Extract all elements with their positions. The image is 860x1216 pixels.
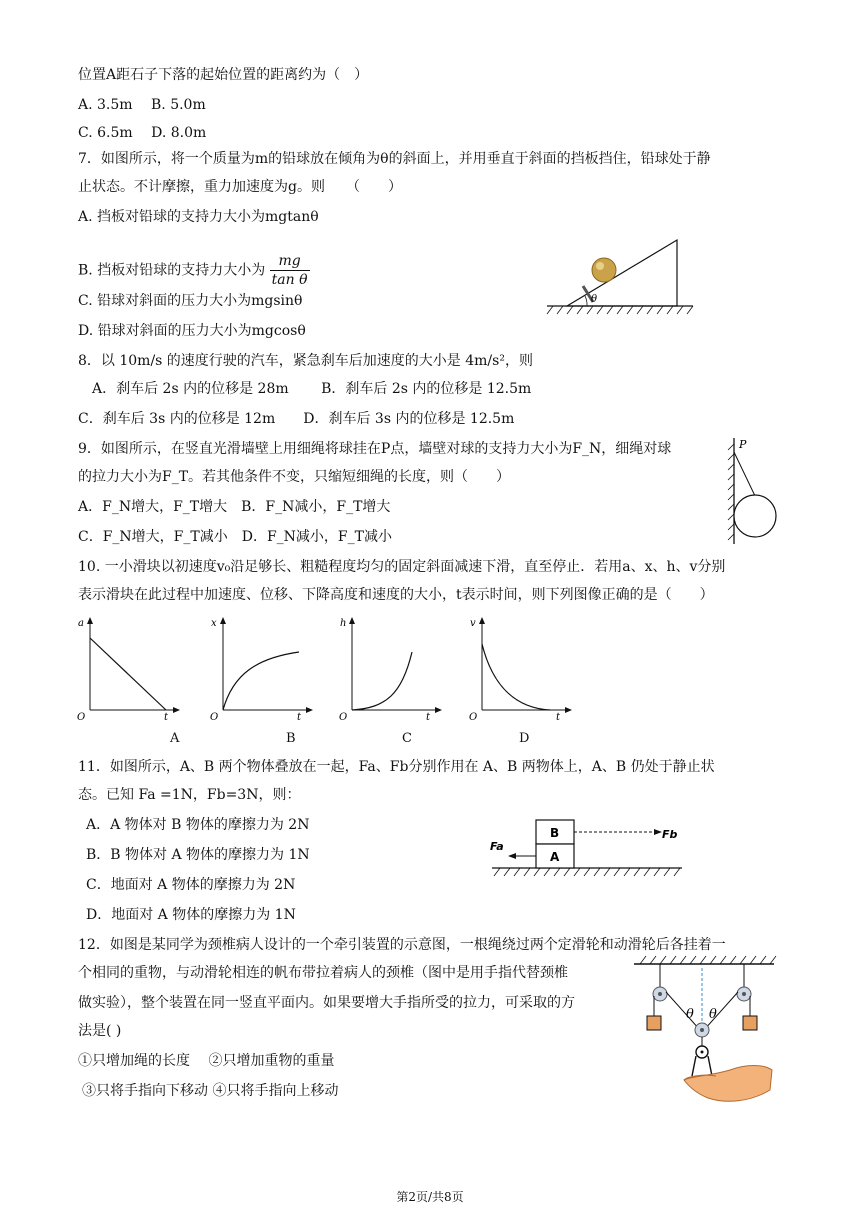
q8-options-ab: A．刹车后 2s 内的位移是 28m B．刹车后 2s 内的位移是 12.5m (92, 381, 532, 397)
q10-caption-a: A (170, 731, 180, 746)
q10-graph-c-origin: O (339, 712, 348, 720)
q7-incline-figure (545, 236, 695, 318)
q10-graph-d-xlabel: t (556, 712, 561, 720)
q10-graph-a (74, 614, 184, 720)
q11-option-c: C．地面对 A 物体的摩擦力为 2N (86, 877, 296, 893)
q10-graph-a-origin: O (77, 712, 86, 720)
q11-option-a: A．A 物体对 B 物体的摩擦力为 2N (86, 817, 310, 833)
q11-stem-line2: 态。已知 Fa =1N，Fb=3N，则： (78, 787, 301, 803)
q12-stem-line1: 12．如图是某同学为颈椎病人设计的一个牵引装置的示意图，一根绳绕过两个定滑轮和动滑轮后各挂着一 (78, 937, 726, 953)
q10-graph-d-ylabel: v (470, 618, 476, 629)
q12-options-line1: ①只增加绳的长度 ②只增加重物的重量 (78, 1053, 335, 1069)
q9-options-cd: C．F_N增大，F_T减小 D．F_N减小，F_T减小 (78, 529, 392, 545)
q11-fa-label: Fa (490, 840, 504, 853)
q12-stem-line2: 个相同的重物，与动滑轮相连的帆布带拉着病人的颈椎（图中是用手指代替颈椎 (78, 965, 568, 981)
q9-p-label: P (739, 438, 747, 451)
q10-graph-b-ylabel: x (211, 618, 217, 629)
q11-stem-line1: 11．如图所示，A、B 两个物体叠放在一起，Fa、Fb分别作用在 A、B 两物体上，A、B 仍处于静止状 (78, 759, 715, 775)
q7-theta-label: θ (591, 294, 598, 305)
q11-option-d: D．地面对 A 物体的摩擦力为 1N (86, 907, 296, 923)
q7-option-d: D. 铅球对斜面的压力大小为mgcosθ (78, 323, 306, 339)
q12-stem-line3: 做实验），整个装置在同一竖直平面内。如果要增大手指所受的拉力，可采取的方 (78, 995, 575, 1011)
q7-option-b (78, 252, 310, 289)
q9-stem-line1: 9．如图所示，在竖直光滑墙壁上用细绳将球挂在P点，墙壁对球的支持力大小为F_N，细绳对球 (78, 441, 672, 457)
q7-fraction-denominator: tan θ (271, 272, 308, 288)
q10-graph-d (466, 614, 576, 720)
q11-block-b-label: B (550, 826, 560, 840)
q6-stem-tail: 位置A距石子下落的起始位置的距离约为（ ） (78, 67, 369, 83)
q12-pulley-figure (630, 952, 780, 1112)
q10-graph-b (207, 614, 317, 720)
q11-fb-label: Fb (662, 828, 678, 841)
q10-caption-d: D (519, 731, 530, 746)
q7-fraction-numerator: mg (270, 252, 310, 271)
q11-blocks-figure (486, 814, 686, 884)
q12-theta-left: θ (686, 1007, 694, 1022)
q6-options-ab: A. 3.5m B. 5.0m (78, 97, 206, 113)
q10-graph-c (336, 614, 446, 720)
q12-theta-right: θ (709, 1007, 717, 1022)
q11-block-a-label: A (550, 850, 560, 864)
q10-graph-b-origin: O (210, 712, 219, 720)
q10-graph-b-xlabel: t (297, 712, 302, 720)
q10-graph-a-xlabel: t (164, 712, 169, 720)
q7-stem-line2: 止状态。不计摩擦，重力加速度为g。则 （ ） (78, 179, 402, 195)
q12-options-line2: ③只将手指向下移动 ④只将手指向上移动 (82, 1083, 339, 1099)
q8-stem: 8．以 10m/s 的速度行驶的汽车，紧急刹车后加速度的大小是 4m/s²，则 (78, 353, 533, 369)
q12-stem-line4: 法是( ) (78, 1023, 122, 1039)
q10-caption-c: C (402, 731, 412, 746)
q10-graph-c-xlabel: t (426, 712, 431, 720)
q7-option-a: A. 挡板对铅球的支持力大小为mgtanθ (78, 209, 319, 225)
q10-graph-c-ylabel: h (340, 618, 347, 629)
q10-caption-b: B (286, 731, 296, 746)
q10-graph-a-ylabel: a (78, 618, 84, 629)
q7-option-b-fraction (270, 252, 310, 289)
q6-options-cd: C. 6.5m D. 8.0m (78, 125, 207, 141)
q9-wall-ball-figure (724, 436, 784, 548)
q9-options-ab: A．F_N增大，F_T增大 B．F_N减小，F_T增大 (78, 499, 391, 515)
q10-graph-d-origin: O (469, 712, 478, 720)
q9-stem-line2: 的拉力大小为F_T。若其他条件不变，只缩短细绳的长度，则（ ） (78, 469, 511, 485)
q10-stem-line1: 10. 一小滑块以初速度v₀沿足够长、粗糙程度均匀的固定斜面减速下滑，直至停止．若用a、x、h、v分别 (78, 559, 726, 575)
page-footer: 第2页/共8页 (396, 1190, 464, 1204)
q8-options-cd: C．刹车后 3s 内的位移是 12m D．刹车后 3s 内的位移是 12.5m (78, 411, 515, 427)
q7-stem-line1: 7．如图所示，将一个质量为m的铅球放在倾角为θ的斜面上，并用垂直于斜面的挡板挡住，铅球处于静 (78, 151, 711, 167)
q10-stem-line2: 表示滑块在此过程中加速度、位移、下降高度和速度的大小，t表示时间，则下列图像正确的是（ ） (78, 587, 714, 603)
q7-option-b-prefix: B. 挡板对铅球的支持力大小为 (78, 262, 266, 279)
q7-option-c: C. 铅球对斜面的压力大小为mgsinθ (78, 293, 303, 309)
q11-option-b: B．B 物体对 A 物体的摩擦力为 1N (86, 847, 310, 863)
